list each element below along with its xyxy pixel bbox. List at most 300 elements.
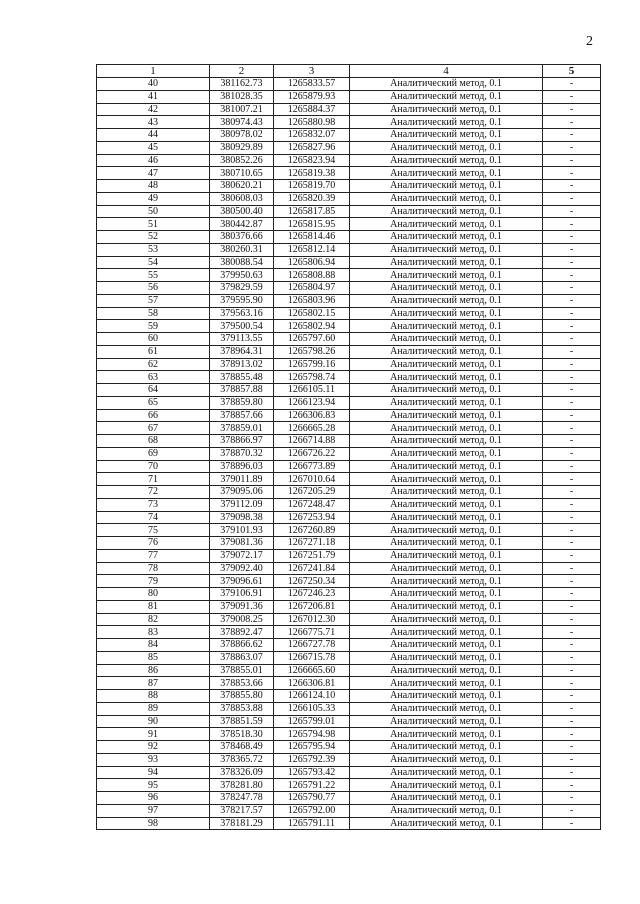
- y-coordinate-cell: 1266715.78: [274, 651, 350, 664]
- note-cell: -: [543, 116, 601, 129]
- table-row: [97, 498, 601, 511]
- y-coordinate-cell: 1265794.98: [274, 728, 350, 741]
- y-coordinate-cell: 1266306.81: [274, 677, 350, 690]
- point-number-cell: 71: [97, 473, 210, 486]
- x-coordinate-cell: 379112.09: [210, 498, 274, 511]
- table-row: [97, 562, 601, 575]
- table-row: [97, 129, 601, 142]
- method-cell: Аналитический метод, 0.1: [350, 753, 543, 766]
- note-cell: -: [543, 575, 601, 588]
- x-coordinate-cell: 378855.80: [210, 690, 274, 703]
- x-coordinate-cell: 378870.32: [210, 447, 274, 460]
- method-cell: Аналитический метод, 0.1: [350, 588, 543, 601]
- y-coordinate-cell: 1265798.26: [274, 345, 350, 358]
- x-coordinate-cell: 378857.66: [210, 409, 274, 422]
- point-number-cell: 68: [97, 435, 210, 448]
- y-coordinate-cell: 1265803.96: [274, 294, 350, 307]
- point-number-cell: 61: [97, 345, 210, 358]
- point-number-cell: 89: [97, 702, 210, 715]
- method-cell: Аналитический метод, 0.1: [350, 358, 543, 371]
- method-cell: Аналитический метод, 0.1: [350, 218, 543, 231]
- table-body: [97, 78, 601, 830]
- point-number-cell: 84: [97, 639, 210, 652]
- x-coordinate-cell: 380260.31: [210, 243, 274, 256]
- method-cell: Аналитический метод, 0.1: [350, 804, 543, 817]
- note-cell: -: [543, 218, 601, 231]
- y-coordinate-cell: 1266105.33: [274, 702, 350, 715]
- note-cell: -: [543, 167, 601, 180]
- x-coordinate-cell: 378217.57: [210, 804, 274, 817]
- table-row: [97, 333, 601, 346]
- note-cell: -: [543, 804, 601, 817]
- point-number-cell: 50: [97, 205, 210, 218]
- note-cell: -: [543, 779, 601, 792]
- point-number-cell: 57: [97, 294, 210, 307]
- table-row: [97, 486, 601, 499]
- method-cell: Аналитический метод, 0.1: [350, 345, 543, 358]
- method-cell: Аналитический метод, 0.1: [350, 78, 543, 91]
- point-number-cell: 46: [97, 154, 210, 167]
- method-cell: Аналитический метод, 0.1: [350, 549, 543, 562]
- point-number-cell: 42: [97, 103, 210, 116]
- method-cell: Аналитический метод, 0.1: [350, 524, 543, 537]
- method-cell: Аналитический метод, 0.1: [350, 651, 543, 664]
- note-cell: -: [543, 180, 601, 193]
- method-cell: Аналитический метод, 0.1: [350, 294, 543, 307]
- note-cell: -: [543, 524, 601, 537]
- note-cell: -: [543, 753, 601, 766]
- note-cell: -: [543, 486, 601, 499]
- x-coordinate-cell: 378866.62: [210, 639, 274, 652]
- note-cell: -: [543, 766, 601, 779]
- note-cell: -: [543, 371, 601, 384]
- column-header: 2: [210, 65, 274, 78]
- table-row: [97, 282, 601, 295]
- x-coordinate-cell: 378892.47: [210, 626, 274, 639]
- y-coordinate-cell: 1265815.95: [274, 218, 350, 231]
- point-number-cell: 48: [97, 180, 210, 193]
- table-row: [97, 307, 601, 320]
- note-cell: -: [543, 358, 601, 371]
- note-cell: -: [543, 192, 601, 205]
- note-cell: -: [543, 613, 601, 626]
- x-coordinate-cell: 379091.36: [210, 600, 274, 613]
- table-row: [97, 384, 601, 397]
- method-cell: Аналитический метод, 0.1: [350, 486, 543, 499]
- table-row: [97, 320, 601, 333]
- y-coordinate-cell: 1266124.10: [274, 690, 350, 703]
- note-cell: -: [543, 90, 601, 103]
- x-coordinate-cell: 378247.78: [210, 792, 274, 805]
- x-coordinate-cell: 380442.87: [210, 218, 274, 231]
- y-coordinate-cell: 1265797.60: [274, 333, 350, 346]
- point-number-cell: 86: [97, 664, 210, 677]
- note-cell: -: [543, 243, 601, 256]
- table-row: [97, 613, 601, 626]
- note-cell: -: [543, 511, 601, 524]
- point-number-cell: 49: [97, 192, 210, 205]
- method-cell: Аналитический метод, 0.1: [350, 243, 543, 256]
- point-number-cell: 93: [97, 753, 210, 766]
- table-row: [97, 90, 601, 103]
- y-coordinate-cell: 1267241.84: [274, 562, 350, 575]
- y-coordinate-cell: 1265880.98: [274, 116, 350, 129]
- method-cell: Аналитический метод, 0.1: [350, 575, 543, 588]
- note-cell: -: [543, 154, 601, 167]
- method-cell: Аналитический метод, 0.1: [350, 192, 543, 205]
- note-cell: -: [543, 460, 601, 473]
- point-number-cell: 60: [97, 333, 210, 346]
- y-coordinate-cell: 1266714.88: [274, 435, 350, 448]
- table-row: [97, 192, 601, 205]
- table-row: [97, 600, 601, 613]
- table-row: [97, 116, 601, 129]
- point-number-cell: 56: [97, 282, 210, 295]
- method-cell: Аналитический метод, 0.1: [350, 600, 543, 613]
- note-cell: -: [543, 473, 601, 486]
- table-row: [97, 664, 601, 677]
- method-cell: Аналитический метод, 0.1: [350, 141, 543, 154]
- note-cell: -: [543, 677, 601, 690]
- point-number-cell: 40: [97, 78, 210, 91]
- x-coordinate-cell: 378863.07: [210, 651, 274, 664]
- point-number-cell: 54: [97, 256, 210, 269]
- point-number-cell: 81: [97, 600, 210, 613]
- method-cell: Аналитический метод, 0.1: [350, 779, 543, 792]
- method-cell: Аналитический метод, 0.1: [350, 562, 543, 575]
- table-row: [97, 753, 601, 766]
- note-cell: -: [543, 205, 601, 218]
- method-cell: Аналитический метод, 0.1: [350, 129, 543, 142]
- y-coordinate-cell: 1267010.64: [274, 473, 350, 486]
- y-coordinate-cell: 1265820.39: [274, 192, 350, 205]
- method-cell: Аналитический метод, 0.1: [350, 473, 543, 486]
- table-row: [97, 549, 601, 562]
- point-number-cell: 94: [97, 766, 210, 779]
- y-coordinate-cell: 1265819.38: [274, 167, 350, 180]
- table-row: [97, 588, 601, 601]
- point-number-cell: 62: [97, 358, 210, 371]
- x-coordinate-cell: 380710.65: [210, 167, 274, 180]
- method-cell: Аналитический метод, 0.1: [350, 460, 543, 473]
- note-cell: -: [543, 409, 601, 422]
- y-coordinate-cell: 1266306.83: [274, 409, 350, 422]
- table-row: [97, 741, 601, 754]
- table-row: [97, 422, 601, 435]
- table-row: [97, 728, 601, 741]
- note-cell: -: [543, 702, 601, 715]
- note-cell: -: [543, 320, 601, 333]
- method-cell: Аналитический метод, 0.1: [350, 792, 543, 805]
- method-cell: Аналитический метод, 0.1: [350, 498, 543, 511]
- x-coordinate-cell: 378281.80: [210, 779, 274, 792]
- method-cell: Аналитический метод, 0.1: [350, 371, 543, 384]
- table-row: [97, 537, 601, 550]
- point-number-cell: 63: [97, 371, 210, 384]
- note-cell: -: [543, 549, 601, 562]
- method-cell: Аналитический метод, 0.1: [350, 537, 543, 550]
- table-row: [97, 231, 601, 244]
- point-number-cell: 58: [97, 307, 210, 320]
- y-coordinate-cell: 1267260.89: [274, 524, 350, 537]
- x-coordinate-cell: 380978.02: [210, 129, 274, 142]
- y-coordinate-cell: 1265814.46: [274, 231, 350, 244]
- x-coordinate-cell: 379008.25: [210, 613, 274, 626]
- method-cell: Аналитический метод, 0.1: [350, 677, 543, 690]
- coordinates-table: [96, 64, 601, 830]
- note-cell: -: [543, 588, 601, 601]
- method-cell: Аналитический метод, 0.1: [350, 715, 543, 728]
- method-cell: Аналитический метод, 0.1: [350, 664, 543, 677]
- point-number-cell: 75: [97, 524, 210, 537]
- note-cell: -: [543, 294, 601, 307]
- y-coordinate-cell: 1265791.22: [274, 779, 350, 792]
- point-number-cell: 69: [97, 447, 210, 460]
- x-coordinate-cell: 380500.40: [210, 205, 274, 218]
- table-row: [97, 677, 601, 690]
- method-cell: Аналитический метод, 0.1: [350, 409, 543, 422]
- table-row: [97, 396, 601, 409]
- note-cell: -: [543, 600, 601, 613]
- point-number-cell: 59: [97, 320, 210, 333]
- x-coordinate-cell: 379106.91: [210, 588, 274, 601]
- method-cell: Аналитический метод, 0.1: [350, 205, 543, 218]
- table-row: [97, 218, 601, 231]
- method-cell: Аналитический метод, 0.1: [350, 422, 543, 435]
- method-cell: Аналитический метод, 0.1: [350, 180, 543, 193]
- note-cell: -: [543, 256, 601, 269]
- note-cell: -: [543, 422, 601, 435]
- note-cell: -: [543, 345, 601, 358]
- y-coordinate-cell: 1265791.11: [274, 817, 350, 830]
- table-row: [97, 511, 601, 524]
- table-row: [97, 358, 601, 371]
- x-coordinate-cell: 378853.88: [210, 702, 274, 715]
- x-coordinate-cell: 380088.54: [210, 256, 274, 269]
- table-row: [97, 371, 601, 384]
- method-cell: Аналитический метод, 0.1: [350, 817, 543, 830]
- column-header: 3: [274, 65, 350, 78]
- x-coordinate-cell: 379098.38: [210, 511, 274, 524]
- x-coordinate-cell: 378518.30: [210, 728, 274, 741]
- x-coordinate-cell: 379072.17: [210, 549, 274, 562]
- x-coordinate-cell: 378859.01: [210, 422, 274, 435]
- y-coordinate-cell: 1266665.60: [274, 664, 350, 677]
- x-coordinate-cell: 378855.48: [210, 371, 274, 384]
- table-row: [97, 447, 601, 460]
- point-number-cell: 74: [97, 511, 210, 524]
- note-cell: -: [543, 307, 601, 320]
- method-cell: Аналитический метод, 0.1: [350, 435, 543, 448]
- note-cell: -: [543, 651, 601, 664]
- y-coordinate-cell: 1267246.23: [274, 588, 350, 601]
- column-header: 4: [350, 65, 543, 78]
- x-coordinate-cell: 379113.55: [210, 333, 274, 346]
- y-coordinate-cell: 1265884.37: [274, 103, 350, 116]
- point-number-cell: 88: [97, 690, 210, 703]
- y-coordinate-cell: 1265802.94: [274, 320, 350, 333]
- x-coordinate-cell: 379950.63: [210, 269, 274, 282]
- point-number-cell: 44: [97, 129, 210, 142]
- method-cell: Аналитический метод, 0.1: [350, 384, 543, 397]
- x-coordinate-cell: 378857.88: [210, 384, 274, 397]
- method-cell: Аналитический метод, 0.1: [350, 766, 543, 779]
- point-number-cell: 91: [97, 728, 210, 741]
- note-cell: -: [543, 741, 601, 754]
- y-coordinate-cell: 1266727.78: [274, 639, 350, 652]
- note-cell: -: [543, 639, 601, 652]
- point-number-cell: 65: [97, 396, 210, 409]
- table-row: [97, 205, 601, 218]
- y-coordinate-cell: 1266775.71: [274, 626, 350, 639]
- point-number-cell: 72: [97, 486, 210, 499]
- table-row: [97, 154, 601, 167]
- table-row: [97, 639, 601, 652]
- x-coordinate-cell: 378859.80: [210, 396, 274, 409]
- table-row: [97, 690, 601, 703]
- note-cell: -: [543, 333, 601, 346]
- point-number-cell: 82: [97, 613, 210, 626]
- table-header-row: [97, 65, 601, 78]
- y-coordinate-cell: 1265827.96: [274, 141, 350, 154]
- x-coordinate-cell: 379011.89: [210, 473, 274, 486]
- x-coordinate-cell: 378896.03: [210, 460, 274, 473]
- x-coordinate-cell: 378913.02: [210, 358, 274, 371]
- method-cell: Аналитический метод, 0.1: [350, 269, 543, 282]
- x-coordinate-cell: 379095.06: [210, 486, 274, 499]
- x-coordinate-cell: 378326.09: [210, 766, 274, 779]
- method-cell: Аналитический метод, 0.1: [350, 333, 543, 346]
- y-coordinate-cell: 1265817.85: [274, 205, 350, 218]
- y-coordinate-cell: 1265804.97: [274, 282, 350, 295]
- point-number-cell: 55: [97, 269, 210, 282]
- x-coordinate-cell: 381007.21: [210, 103, 274, 116]
- note-cell: -: [543, 435, 601, 448]
- x-coordinate-cell: 381028.35: [210, 90, 274, 103]
- point-number-cell: 98: [97, 817, 210, 830]
- table-row: [97, 180, 601, 193]
- x-coordinate-cell: 379081.36: [210, 537, 274, 550]
- y-coordinate-cell: 1265812.14: [274, 243, 350, 256]
- y-coordinate-cell: 1265798.74: [274, 371, 350, 384]
- table-row: [97, 103, 601, 116]
- point-number-cell: 77: [97, 549, 210, 562]
- y-coordinate-cell: 1265879.93: [274, 90, 350, 103]
- x-coordinate-cell: 378365.72: [210, 753, 274, 766]
- y-coordinate-cell: 1265819.70: [274, 180, 350, 193]
- x-coordinate-cell: 380929.89: [210, 141, 274, 154]
- y-coordinate-cell: 1265790.77: [274, 792, 350, 805]
- x-coordinate-cell: 380376.66: [210, 231, 274, 244]
- table-row: [97, 651, 601, 664]
- method-cell: Аналитический метод, 0.1: [350, 396, 543, 409]
- y-coordinate-cell: 1265792.00: [274, 804, 350, 817]
- note-cell: -: [543, 103, 601, 116]
- table-row: [97, 702, 601, 715]
- method-cell: Аналитический метод, 0.1: [350, 511, 543, 524]
- point-number-cell: 53: [97, 243, 210, 256]
- x-coordinate-cell: 378855.01: [210, 664, 274, 677]
- note-cell: -: [543, 817, 601, 830]
- x-coordinate-cell: 379500.54: [210, 320, 274, 333]
- y-coordinate-cell: 1266726.22: [274, 447, 350, 460]
- note-cell: -: [543, 129, 601, 142]
- method-cell: Аналитический метод, 0.1: [350, 282, 543, 295]
- note-cell: -: [543, 728, 601, 741]
- point-number-cell: 45: [97, 141, 210, 154]
- note-cell: -: [543, 384, 601, 397]
- point-number-cell: 92: [97, 741, 210, 754]
- y-coordinate-cell: 1265799.01: [274, 715, 350, 728]
- method-cell: Аналитический метод, 0.1: [350, 320, 543, 333]
- note-cell: -: [543, 447, 601, 460]
- table-row: [97, 804, 601, 817]
- table-row: [97, 78, 601, 91]
- y-coordinate-cell: 1265833.57: [274, 78, 350, 91]
- point-number-cell: 80: [97, 588, 210, 601]
- table-row: [97, 575, 601, 588]
- y-coordinate-cell: 1265808.88: [274, 269, 350, 282]
- point-number-cell: 43: [97, 116, 210, 129]
- method-cell: Аналитический метод, 0.1: [350, 728, 543, 741]
- point-number-cell: 87: [97, 677, 210, 690]
- note-cell: -: [543, 537, 601, 550]
- point-number-cell: 73: [97, 498, 210, 511]
- table-row: [97, 715, 601, 728]
- table-row: [97, 141, 601, 154]
- point-number-cell: 85: [97, 651, 210, 664]
- y-coordinate-cell: 1266123.94: [274, 396, 350, 409]
- point-number-cell: 67: [97, 422, 210, 435]
- y-coordinate-cell: 1265823.94: [274, 154, 350, 167]
- method-cell: Аналитический метод, 0.1: [350, 307, 543, 320]
- x-coordinate-cell: 380620.21: [210, 180, 274, 193]
- note-cell: -: [543, 715, 601, 728]
- table-row: [97, 473, 601, 486]
- x-coordinate-cell: 379096.61: [210, 575, 274, 588]
- x-coordinate-cell: 378468.49: [210, 741, 274, 754]
- column-header: 5: [543, 65, 601, 78]
- point-number-cell: 64: [97, 384, 210, 397]
- note-cell: -: [543, 626, 601, 639]
- y-coordinate-cell: 1265795.94: [274, 741, 350, 754]
- table-row: [97, 460, 601, 473]
- note-cell: -: [543, 498, 601, 511]
- y-coordinate-cell: 1265793.42: [274, 766, 350, 779]
- note-cell: -: [543, 690, 601, 703]
- point-number-cell: 66: [97, 409, 210, 422]
- method-cell: Аналитический метод, 0.1: [350, 626, 543, 639]
- y-coordinate-cell: 1266773.89: [274, 460, 350, 473]
- note-cell: -: [543, 78, 601, 91]
- point-number-cell: 52: [97, 231, 210, 244]
- method-cell: Аналитический метод, 0.1: [350, 167, 543, 180]
- method-cell: Аналитический метод, 0.1: [350, 447, 543, 460]
- table-row: [97, 766, 601, 779]
- x-coordinate-cell: 380974.43: [210, 116, 274, 129]
- point-number-cell: 47: [97, 167, 210, 180]
- column-header: 1: [97, 65, 210, 78]
- y-coordinate-cell: 1267271.18: [274, 537, 350, 550]
- x-coordinate-cell: 378851.59: [210, 715, 274, 728]
- y-coordinate-cell: 1266105.11: [274, 384, 350, 397]
- point-number-cell: 96: [97, 792, 210, 805]
- method-cell: Аналитический метод, 0.1: [350, 116, 543, 129]
- y-coordinate-cell: 1267205.29: [274, 486, 350, 499]
- y-coordinate-cell: 1265802.15: [274, 307, 350, 320]
- y-coordinate-cell: 1267012.30: [274, 613, 350, 626]
- point-number-cell: 41: [97, 90, 210, 103]
